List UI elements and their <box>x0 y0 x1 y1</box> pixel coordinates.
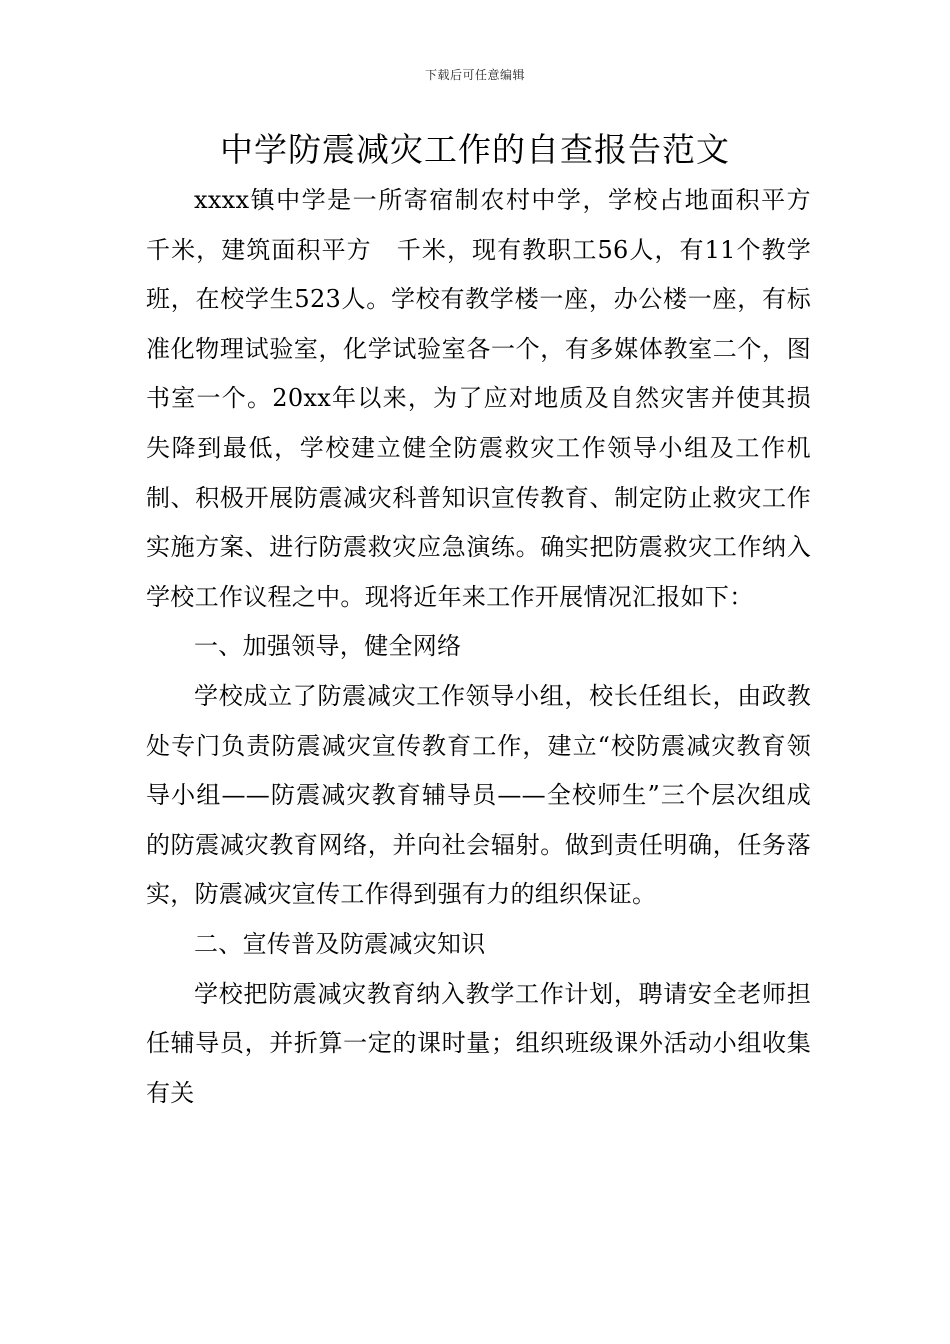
document-title: 中学防震减灾工作的自查报告范文 <box>220 130 730 169</box>
paragraph-section-1: 学校成立了防震减灾工作领导小组，校长任组长，由政教处专门负责防震减灾宣传教育工作，建立“校防震减灾教育领导小组——防震减灾教育辅导员——全校师生”三个层次组成的防震减灾教育网络，并向社会辐射。做到责任明确，任务落实，防震减灾宣传工作得到强有力的组织保证。 <box>146 681 811 909</box>
section-heading-1: 一、加强领导，健全网络 <box>194 632 462 661</box>
header-note: 下载后可任意编辑 <box>424 68 525 82</box>
section-heading-2: 二、宣传普及防震减灾知识 <box>194 929 486 958</box>
document-body <box>146 176 836 1118</box>
paragraph-section-2: 学校把防震减灾教育纳入教学工作计划，聘请安全老师担任辅导员，并折算一定的课时量；组织班级课外活动小组收集有关 <box>146 979 811 1107</box>
paragraph-intro: xxxx镇中学是一所寄宿制农村中学，学校占地面积平方 千米，建筑面积平方 千米，现有教职工56人，有11个教学班，在校学生523人。学校有教学楼一座，办公楼一座，有标准化物理试验室，化学试验室各一个，有多媒体教室二个，图书室一个。20xx年以来，为了应对地质及自然灾害并使其损失降到最低，学校建立健全防震救灾工作领导小组及工作机制、积极开展防震减灾科普知识宣传教育、制定防止救灾工作实施方案、进行防震救灾应急演练。确实把防震救灾工作纳入学校工作议程之中。现将近年来工作开展情况汇报如下： <box>146 186 836 611</box>
